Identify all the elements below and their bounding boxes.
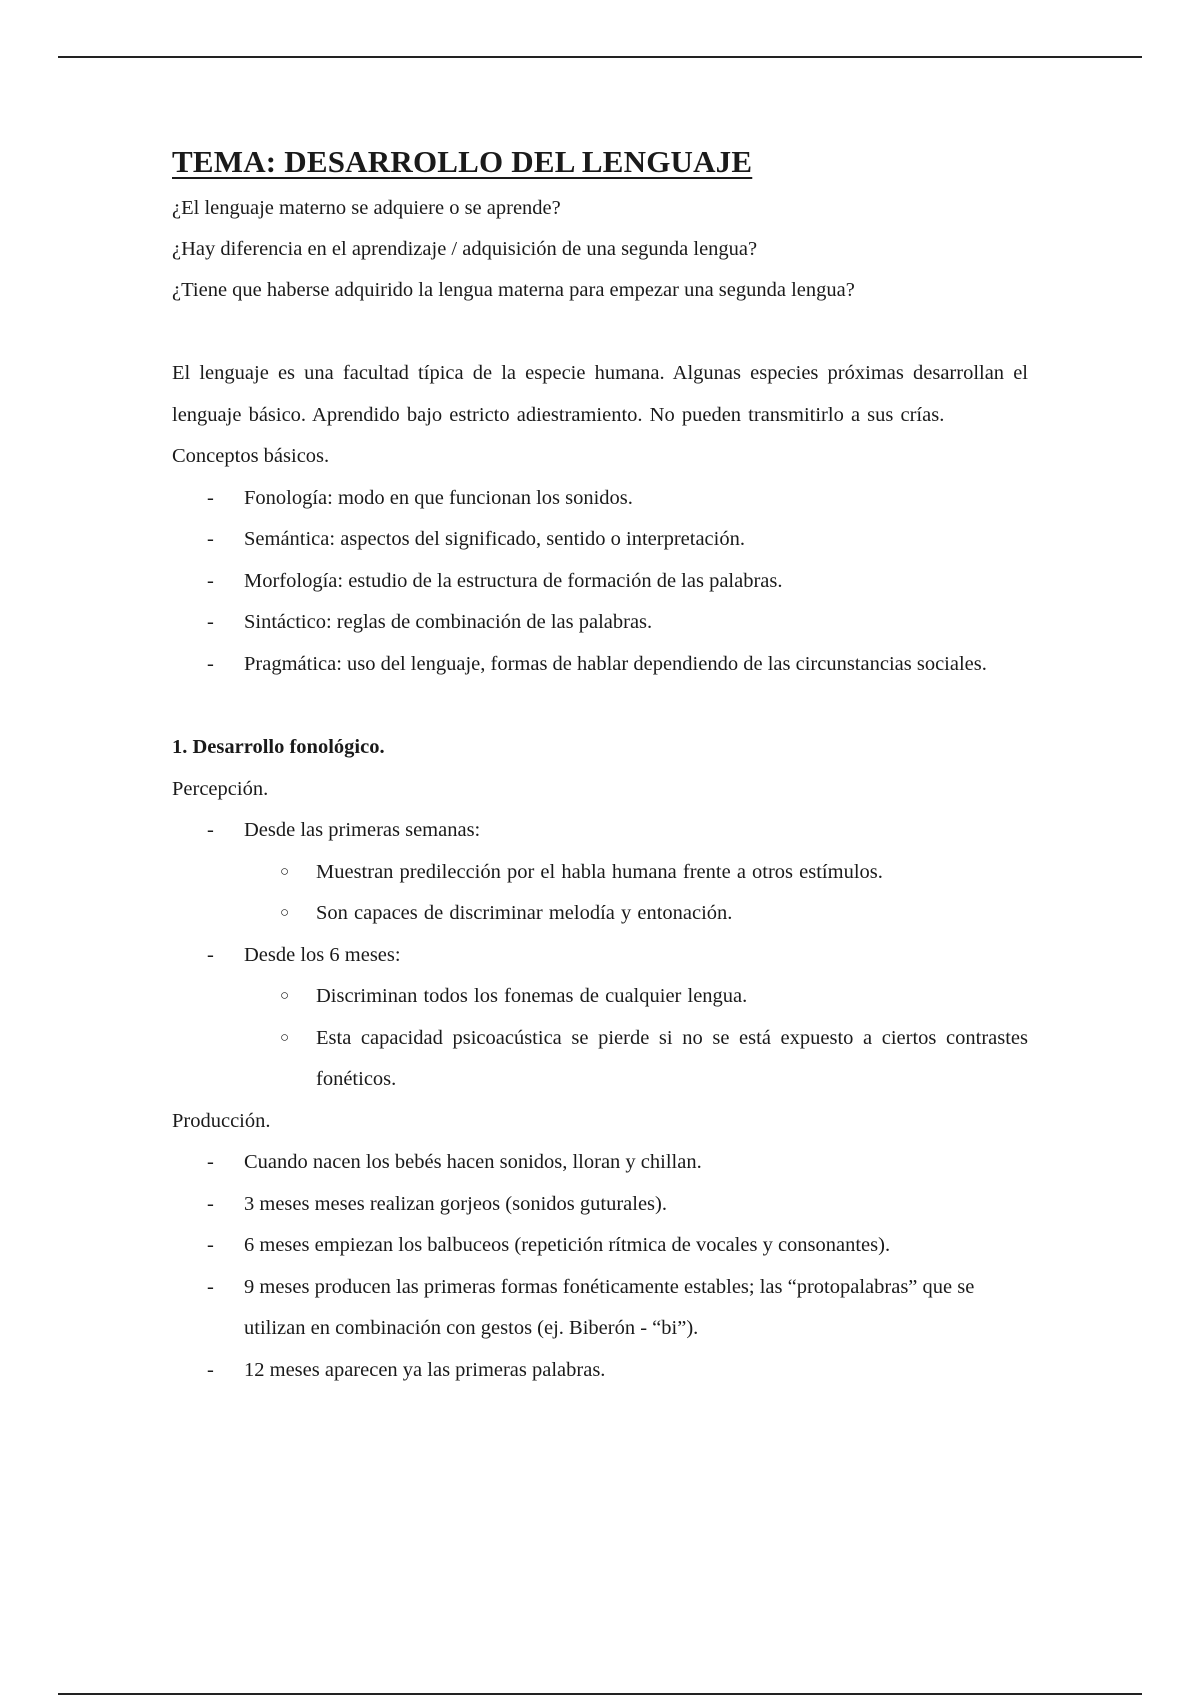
question-2: ¿Hay diferencia en el aprendizaje / adquisición de una segunda lengua? bbox=[172, 238, 758, 260]
perception-sublist bbox=[244, 852, 1028, 935]
spacer bbox=[172, 311, 1028, 353]
perception-label: Percepción. bbox=[172, 777, 269, 800]
production-list bbox=[172, 1142, 1028, 1391]
document-title: TEMA: DESARROLLO DEL LENGUAJE bbox=[172, 144, 753, 179]
list-item: ○ Esta capacidad psicoacústica se pierde si no se está expuesto a ciertos contrastes fonéticos. bbox=[244, 1018, 1028, 1101]
spacer bbox=[172, 685, 1028, 727]
top-rule bbox=[58, 56, 1142, 58]
list-item: ○ Muestran predilección por el habla humana frente a otros estímulos. bbox=[244, 852, 1028, 894]
bottom-rule bbox=[58, 1693, 1142, 1695]
list-item: ○ Son capaces de discriminar melodía y entonación. bbox=[244, 893, 1028, 935]
section-1-heading: 1. Desarrollo fonológico. bbox=[172, 736, 385, 758]
document-body bbox=[172, 140, 1028, 1391]
concepts-list bbox=[172, 478, 1028, 686]
list-item: - 9 meses producen las primeras formas fonéticamente estables; las “protopalabras” que se utilizan en combinación con gestos (ej. Biberón - “bi”). bbox=[172, 1267, 1028, 1350]
intro-paragraph: El lenguaje es una facultad típica de la especie humana. Algunas especies próximas desarrollan el lenguaje básico. Aprendido bajo estricto adiestramiento. No pueden transmitirlo a sus crías. bbox=[172, 362, 1028, 426]
perception-list bbox=[172, 935, 1028, 977]
list-item: - 12 meses aparecen ya las primeras palabras. bbox=[172, 1350, 1028, 1392]
production-label: Producción. bbox=[172, 1109, 271, 1132]
list-item bbox=[172, 935, 1028, 977]
list-item: - 3 meses meses realizan gorjeos (sonidos guturales). bbox=[172, 1184, 1028, 1226]
list-item bbox=[172, 810, 1028, 852]
perception-list bbox=[172, 810, 1028, 852]
concepts-heading: Conceptos básicos. bbox=[172, 445, 330, 467]
question-3: ¿Tiene que haberse adquirido la lengua materna para empezar una segunda lengua? bbox=[172, 279, 855, 301]
list-item: - Cuando nacen los bebés hacen sonidos, lloran y chillan. bbox=[172, 1142, 1028, 1184]
perception-group-label: Desde los 6 meses: bbox=[244, 943, 401, 966]
list-item: ○ Discriminan todos los fonemas de cualquier lengua. bbox=[244, 976, 1028, 1018]
question-1: ¿El lenguaje materno se adquiere o se aprende? bbox=[172, 197, 561, 219]
list-item: - 6 meses empiezan los balbuceos (repetición rítmica de vocales y consonantes). bbox=[172, 1225, 1028, 1267]
list-item: - Fonología: modo en que funcionan los sonidos. bbox=[172, 478, 1028, 520]
perception-sublist bbox=[244, 976, 1028, 1101]
list-item: - Pragmática: uso del lenguaje, formas de hablar dependiendo de las circunstancias sociales. bbox=[172, 644, 1028, 686]
perception-group-label: Desde las primeras semanas: bbox=[244, 819, 481, 841]
list-item: - Semántica: aspectos del significado, sentido o interpretación. bbox=[172, 519, 1028, 561]
list-item: - Sintáctico: reglas de combinación de las palabras. bbox=[172, 602, 1028, 644]
list-item: - Morfología: estudio de la estructura de formación de las palabras. bbox=[172, 561, 1028, 603]
